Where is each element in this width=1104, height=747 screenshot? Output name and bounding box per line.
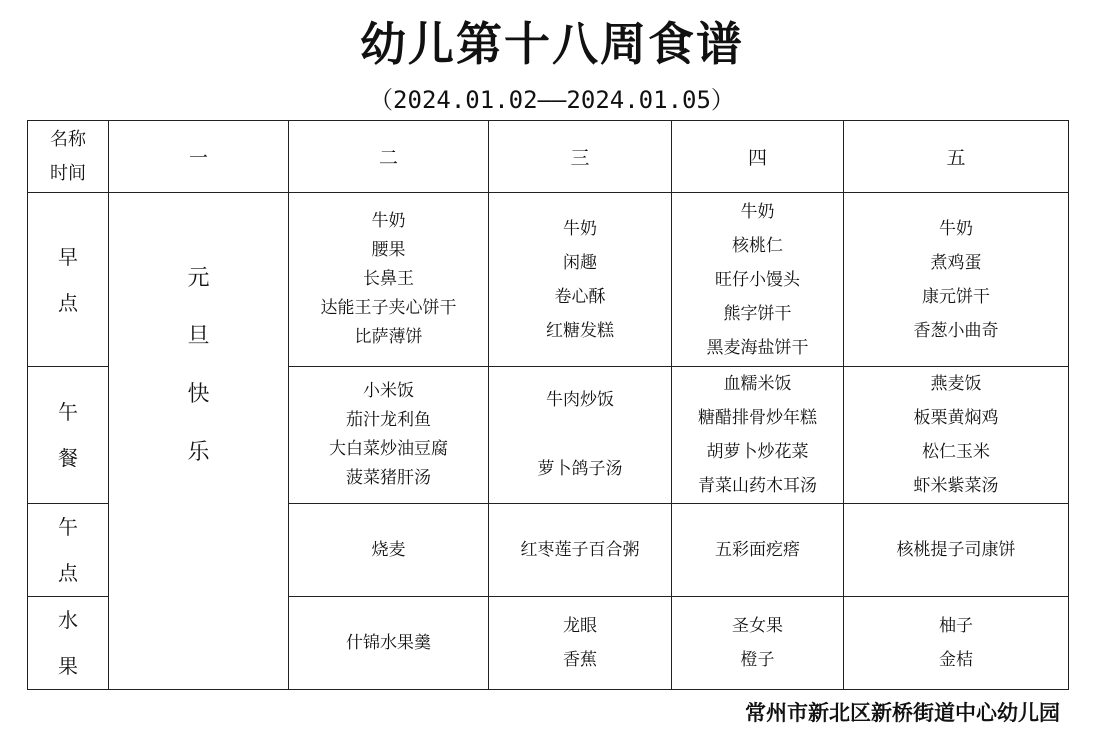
menu-item: 板栗黄焖鸡: [913, 408, 999, 428]
fruit-wed: [489, 597, 672, 690]
menu-item: 康元饼干: [922, 286, 990, 307]
menu-item: 松仁玉米: [922, 442, 990, 462]
day-header-tue: 二: [289, 121, 489, 193]
menu-item: 糖醋排骨炒年糕: [698, 408, 817, 428]
menu-item: 萝卜鸽子汤: [537, 459, 623, 479]
menu-item: 牛奶: [371, 211, 406, 231]
breakfast-thu: [672, 193, 844, 367]
menu-item: 圣女果: [732, 616, 783, 636]
lunch-thu: [672, 367, 844, 504]
menu-item: 什锦水果羹: [346, 632, 431, 653]
menu-item: 牛肉炒饭: [546, 390, 614, 410]
menu-item: 柚子: [939, 616, 973, 636]
snack-thu: [672, 504, 844, 597]
snack-fri: [844, 504, 1069, 597]
header-row: [28, 121, 1069, 193]
menu-item: 熊字饼干: [723, 303, 792, 324]
row-label-char: 餐: [58, 446, 78, 470]
holiday-char: 乐: [187, 440, 210, 465]
corner-cell: [28, 121, 109, 193]
corner-label-time: 时间: [50, 162, 86, 184]
menu-item: 煮鸡蛋: [930, 252, 982, 273]
row-label-char: 果: [58, 654, 78, 678]
menu-item: 橙子: [740, 650, 775, 670]
holiday-char: 元: [187, 266, 210, 291]
menu-item: 青菜山药木耳汤: [698, 476, 817, 496]
menu-item: 烧麦: [371, 539, 406, 560]
day-header-fri: 五: [844, 121, 1069, 193]
menu-item: 红糖发糕: [546, 320, 614, 341]
menu-item: 卷心酥: [554, 286, 606, 307]
holiday-char: 快: [187, 382, 210, 407]
corner-label-name: 名称: [50, 128, 86, 150]
menu-item: 胡萝卜炒花菜: [706, 442, 809, 462]
menu-item: 牛奶: [740, 201, 775, 222]
row-label-char: 早: [58, 244, 78, 269]
menu-item: 菠菜猪肝汤: [346, 468, 431, 488]
row-label-breakfast: [28, 193, 109, 367]
row-label-char: 点: [58, 290, 78, 315]
menu-item: 血糯米饭: [723, 374, 792, 394]
lunch-wed: [489, 367, 672, 504]
menu-item: 核桃提子司康饼: [896, 539, 1016, 560]
breakfast-fri: [844, 193, 1069, 367]
page-title: 幼儿第十八周食谱: [360, 17, 744, 71]
lunch-fri: [844, 367, 1069, 504]
menu-item: 大白菜炒油豆腐: [329, 439, 448, 459]
menu-item: 闲趣: [563, 252, 597, 273]
row-label-char: 水: [58, 608, 78, 632]
menu-item: 核桃仁: [732, 235, 783, 256]
breakfast-tue: [289, 193, 489, 367]
day-header-thu: 四: [672, 121, 844, 193]
menu-item: 腰果: [371, 240, 406, 260]
menu-item: 五彩面疙瘩: [715, 539, 800, 560]
menu-item: 虾米紫菜汤: [913, 476, 999, 496]
menu-item: 黑麦海盐饼干: [706, 337, 809, 358]
menu-item: 龙眼: [563, 616, 597, 636]
menu-item: 香蕉: [563, 650, 597, 670]
snack-wed: [489, 504, 672, 597]
holiday-cell: [109, 193, 289, 690]
day-header-mon: 一: [109, 121, 289, 193]
row-label-char: 午: [58, 515, 78, 539]
date-range: （2024.01.02——2024.01.05）: [369, 86, 735, 114]
row-label-snack: [28, 504, 109, 597]
menu-item: 红枣莲子百合粥: [520, 539, 640, 560]
school-name: 常州市新北区新桥街道中心幼儿园: [745, 700, 1060, 725]
row-label-char: 点: [58, 561, 78, 585]
fruit-thu: [672, 597, 844, 690]
menu-item: 比萨薄饼: [354, 327, 423, 347]
menu-item: 小米饭: [363, 381, 414, 401]
menu-item: 茄汁龙利鱼: [346, 410, 431, 430]
menu-item: 达能王子夹心饼干: [320, 298, 457, 318]
snack-tue: [289, 504, 489, 597]
menu-table: [27, 120, 1069, 690]
row-label-fruit: [28, 597, 109, 690]
menu-item: 牛奶: [939, 218, 973, 239]
menu-item: 香葱小曲奇: [913, 320, 999, 341]
holiday-char: 旦: [187, 324, 210, 349]
menu-item: 金桔: [939, 650, 973, 670]
row-label-lunch: [28, 367, 109, 504]
menu-item: 燕麦饭: [930, 374, 982, 394]
menu-item: 旺仔小馒头: [715, 269, 800, 290]
fruit-fri: [844, 597, 1069, 690]
breakfast-wed: [489, 193, 672, 367]
lunch-tue: [289, 367, 489, 504]
breakfast-row: [28, 193, 1069, 367]
fruit-tue: [289, 597, 489, 690]
day-header-wed: 三: [489, 121, 672, 193]
menu-item: 牛奶: [563, 218, 597, 239]
row-label-char: 午: [58, 400, 78, 424]
menu-item: 长鼻王: [363, 269, 414, 289]
